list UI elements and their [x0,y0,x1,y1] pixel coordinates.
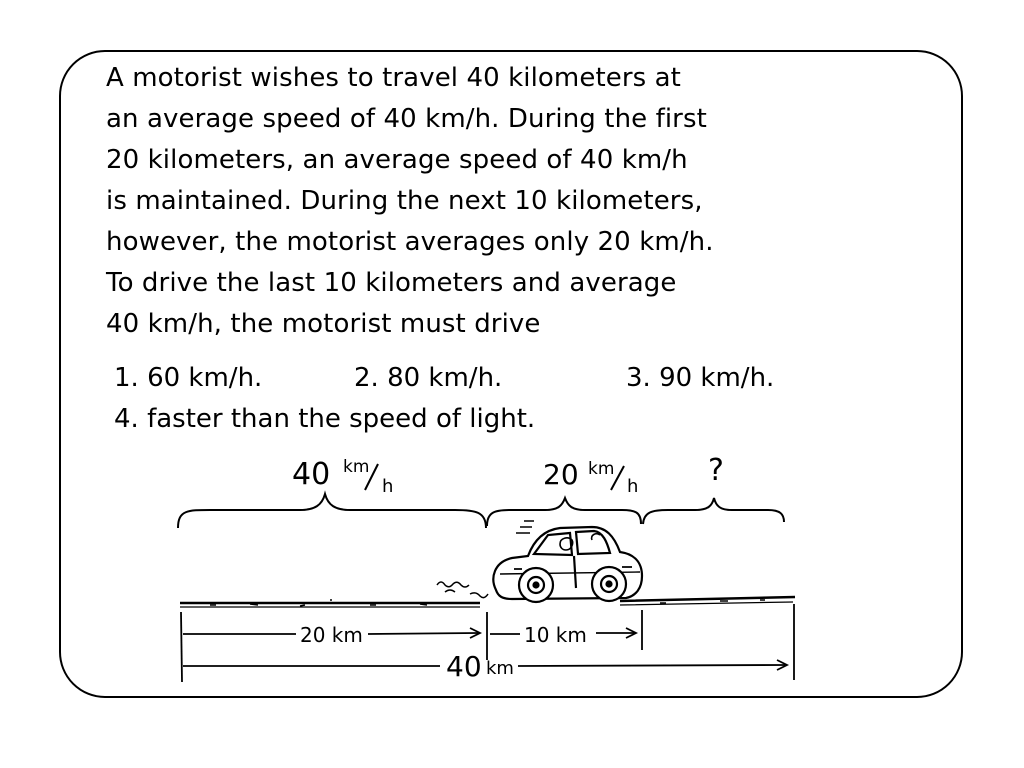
question-line: is maintained. During the next 10 kilometers, [106,186,703,216]
speed-label-second [543,458,638,497]
brace-third [643,498,784,524]
distance-label-total-unit: km [486,658,514,679]
car-icon [493,521,642,602]
answer-option-2[interactable]: 2. 80 km/h. [354,363,503,393]
speed-unit-top-first: km [343,457,370,477]
speed-unit-bottom-first: h [382,476,394,497]
question-line: A motorist wishes to travel 40 kilometers at [106,63,681,93]
speed-unit-bottom-second: h [627,476,639,497]
distance-label-second: 10 km [524,623,587,647]
brace-second [487,498,641,526]
question-line: 40 km/h, the motorist must drive [106,309,541,339]
question-line: an average speed of 40 km/h. During the first [106,104,707,134]
answer-option-4[interactable]: 4. faster than the speed of light. [114,404,536,434]
answer-option-1[interactable]: 1. 60 km/h. [114,363,263,393]
speed-value-second: 20 [543,458,579,491]
question-line: To drive the last 10 kilometers and average [106,268,677,298]
speed-value-first: 40 [292,457,331,492]
answer-option-3[interactable]: 3. 90 km/h. [626,363,775,393]
question-line: however, the motorist averages only 20 km/h. [106,227,714,257]
speed-unknown-label: ? [708,453,724,488]
distance-label-total-value: 40 [446,650,482,683]
brace-first [178,494,486,528]
exhaust-puff [437,582,488,598]
road [180,597,795,607]
speed-unit-top-second: km [588,459,615,479]
distance-label-first: 20 km [300,623,363,647]
speed-label-first [292,457,393,497]
question-line: 20 kilometers, an average speed of 40 km/h [106,145,688,175]
